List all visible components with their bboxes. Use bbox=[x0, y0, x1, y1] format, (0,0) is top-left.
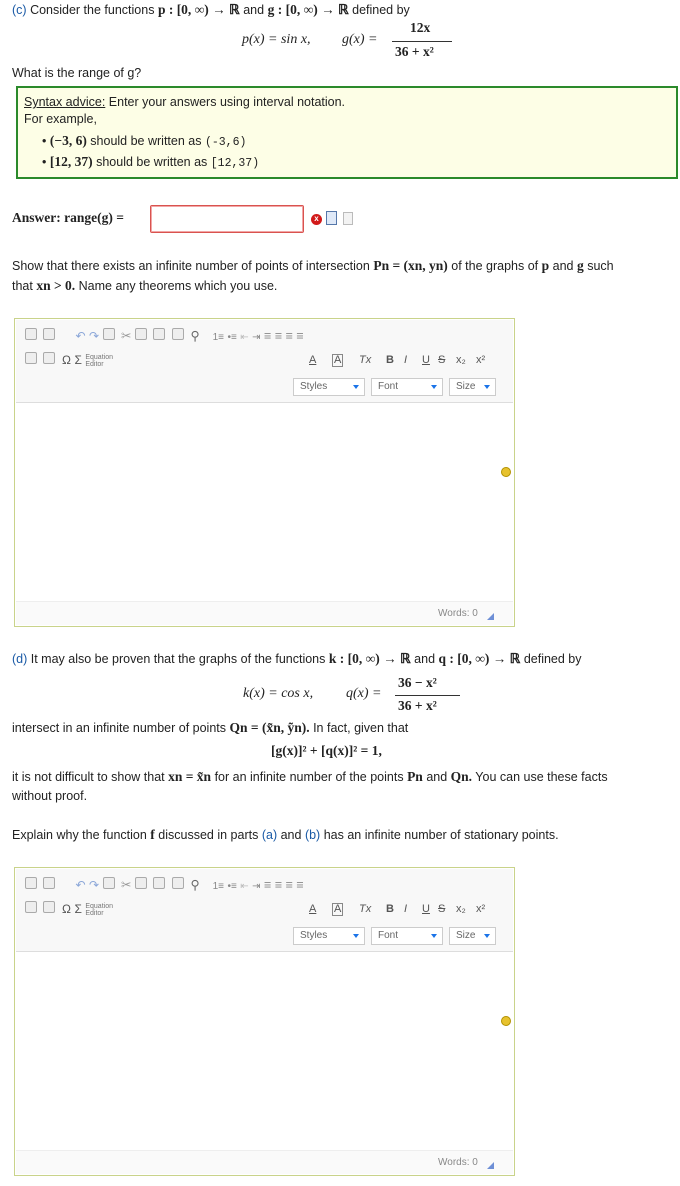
table-icon[interactable] bbox=[43, 901, 55, 913]
outdent-icon[interactable]: ⇤ bbox=[240, 881, 249, 892]
underline-button[interactable]: U bbox=[422, 903, 430, 915]
align-center-icon[interactable]: ≡ bbox=[274, 878, 283, 892]
equation-editor-label[interactable]: Equation Editor bbox=[85, 353, 113, 368]
bulleted-list-icon[interactable]: •≡ bbox=[227, 881, 237, 892]
chevron-down-icon bbox=[353, 385, 359, 389]
underline-button[interactable]: U bbox=[422, 354, 430, 366]
copy-icon[interactable] bbox=[135, 328, 147, 340]
horizontal-line-icon[interactable] bbox=[25, 352, 37, 364]
align-center-icon[interactable]: ≡ bbox=[274, 329, 283, 343]
part-d-line2: intersect in an infinite number of points Qn = (x̃n, ỹn). In fact, given that bbox=[12, 720, 409, 735]
editor-content-area[interactable] bbox=[16, 952, 513, 1150]
superscript-button[interactable]: x² bbox=[476, 354, 486, 366]
k-formula: k(x) = cos x, bbox=[243, 686, 314, 701]
rich-text-editor-1[interactable] bbox=[14, 318, 515, 627]
strike-button[interactable]: S bbox=[438, 903, 446, 915]
find-icon[interactable]: ⚲ bbox=[190, 329, 200, 343]
bold-button[interactable]: B bbox=[386, 354, 394, 366]
cut-icon[interactable]: ✂ bbox=[121, 878, 132, 892]
part-b-link[interactable]: (b) bbox=[304, 828, 321, 842]
special-char-icon[interactable]: Ω bbox=[61, 353, 71, 367]
editor-toolbar bbox=[16, 320, 513, 403]
align-left-icon[interactable]: ≡ bbox=[264, 329, 272, 343]
editor-content-area[interactable] bbox=[16, 403, 513, 601]
bg-color-button[interactable]: A bbox=[334, 903, 342, 915]
justify-icon[interactable]: ≡ bbox=[296, 329, 304, 343]
bg-color-button[interactable]: A bbox=[334, 354, 342, 366]
remove-format-button[interactable]: Tx bbox=[359, 354, 372, 366]
resize-handle[interactable] bbox=[487, 1162, 494, 1169]
redo-icon[interactable]: ↷ bbox=[89, 329, 100, 343]
g-fraction-bar bbox=[392, 41, 452, 42]
toolbar-row-1 bbox=[25, 877, 304, 892]
g-denominator: 36 + x² bbox=[395, 44, 434, 59]
p-formula: p(x) = sin x, bbox=[242, 32, 311, 47]
kq-definitions bbox=[243, 673, 483, 719]
maximize-icon[interactable] bbox=[43, 328, 55, 340]
indent-icon[interactable]: ⇥ bbox=[252, 332, 261, 343]
syntax-advice-title: Syntax advice: bbox=[24, 95, 106, 109]
rich-text-editor-2[interactable] bbox=[14, 867, 515, 1176]
superscript-button[interactable]: x² bbox=[476, 903, 486, 915]
justify-icon[interactable]: ≡ bbox=[296, 878, 304, 892]
chevron-down-icon bbox=[431, 385, 437, 389]
part-a-link[interactable]: (a) bbox=[261, 828, 278, 842]
range-question: What is the range of g? bbox=[12, 66, 142, 80]
subscript-button[interactable]: x₂ bbox=[456, 903, 466, 915]
font-dropdown[interactable]: Font bbox=[371, 927, 443, 945]
part-c-intro: (c) Consider the functions p : [0, ∞) → ℝ and g : [0, ∞) → ℝ defined by bbox=[12, 2, 410, 17]
equation-editor-label[interactable]: Equation Editor bbox=[85, 902, 113, 917]
cut-icon[interactable]: ✂ bbox=[121, 329, 132, 343]
syntax-advice-box bbox=[16, 86, 678, 179]
paste-icon[interactable] bbox=[153, 328, 165, 340]
q-denominator: 36 + x² bbox=[398, 698, 437, 713]
styles-dropdown[interactable]: Styles bbox=[293, 378, 365, 396]
resize-handle[interactable] bbox=[487, 613, 494, 620]
align-right-icon[interactable]: ≡ bbox=[285, 329, 293, 343]
syntax-advice-line: Syntax advice: Enter your answers using interval notation. bbox=[24, 95, 346, 109]
example-item: • [12, 37) should be written as [12,37) bbox=[42, 154, 260, 170]
styles-dropdown[interactable]: Styles bbox=[293, 927, 365, 945]
word-count: Words: 0 bbox=[438, 1157, 478, 1168]
align-left-icon[interactable]: ≡ bbox=[264, 878, 272, 892]
g-lhs: g(x) = bbox=[342, 32, 378, 47]
italic-button[interactable]: I bbox=[404, 354, 408, 366]
remove-format-button[interactable]: Tx bbox=[359, 903, 372, 915]
indent-icon[interactable]: ⇥ bbox=[252, 881, 261, 892]
size-dropdown[interactable]: Size bbox=[449, 927, 496, 945]
q-fraction-bar bbox=[395, 695, 460, 696]
preview-icon[interactable] bbox=[326, 211, 337, 225]
chevron-down-icon bbox=[431, 934, 437, 938]
undo-icon[interactable]: ↶ bbox=[75, 329, 86, 343]
source-icon[interactable] bbox=[25, 877, 37, 889]
chevron-down-icon bbox=[484, 385, 490, 389]
paste-text-icon[interactable] bbox=[172, 328, 184, 340]
explain-prompt: Explain why the function f discussed in parts (a) and (b) has an infinite number of stationary points. bbox=[12, 827, 559, 842]
for-example: For example, bbox=[24, 112, 97, 126]
toolbar-row-2 bbox=[25, 901, 113, 917]
range-answer-input[interactable] bbox=[150, 205, 304, 233]
equation-icon[interactable]: Σ bbox=[74, 353, 82, 367]
editor-toolbar bbox=[16, 869, 513, 952]
chevron-down-icon bbox=[484, 934, 490, 938]
table-icon[interactable] bbox=[43, 352, 55, 364]
word-count: Words: 0 bbox=[438, 608, 478, 619]
bold-button[interactable]: B bbox=[386, 903, 394, 915]
g-numerator: 12x bbox=[410, 20, 431, 35]
text-color-button[interactable]: A bbox=[309, 354, 317, 366]
source-icon[interactable] bbox=[25, 328, 37, 340]
part-c-label: (c) bbox=[12, 3, 27, 17]
part-d-line4: without proof. bbox=[12, 789, 88, 803]
answer-label: Answer: range(g) = bbox=[12, 210, 124, 225]
outdent-icon[interactable]: ⇤ bbox=[240, 332, 249, 343]
q-numerator: 36 − x² bbox=[398, 675, 437, 690]
part-d-line3: it is not difficult to show that xn = x̃n for an infinite number of the points Pn and Qn. You can use these facts bbox=[12, 769, 608, 784]
paste-text-icon[interactable] bbox=[172, 877, 184, 889]
show-prompt-line1: Show that there exists an infinite number of points of intersection Pn = (xn, yn) of the graphs of p and g such bbox=[12, 258, 614, 273]
toolbar-row-1 bbox=[25, 328, 304, 343]
q-lhs: q(x) = bbox=[346, 686, 382, 701]
pg-definitions bbox=[242, 20, 472, 64]
error-icon: x bbox=[311, 214, 322, 225]
numbered-list-icon[interactable]: 1≡ bbox=[212, 332, 224, 343]
numbered-list-icon[interactable]: 1≡ bbox=[212, 881, 224, 892]
part-d-label: (d) bbox=[12, 652, 28, 666]
part-d-intro: (d) It may also be proven that the graphs of the functions k : [0, ∞) → ℝ and q : [0, ∞) → ℝ defined by bbox=[12, 651, 582, 666]
paste-icon[interactable] bbox=[153, 877, 165, 889]
subscript-button[interactable]: x₂ bbox=[456, 354, 466, 366]
italic-button[interactable]: I bbox=[404, 903, 408, 915]
new-page-icon[interactable] bbox=[103, 877, 115, 889]
identity-equation: [g(x)]² + [q(x)]² = 1, bbox=[271, 743, 382, 758]
strike-button[interactable]: S bbox=[438, 354, 446, 366]
example-item: • (−3, 6) should be written as (-3,6) bbox=[42, 133, 247, 149]
copy-icon[interactable] bbox=[135, 877, 147, 889]
font-dropdown[interactable]: Font bbox=[371, 378, 443, 396]
size-dropdown[interactable]: Size bbox=[449, 378, 496, 396]
chevron-down-icon bbox=[353, 934, 359, 938]
status-icon bbox=[501, 1016, 511, 1026]
bulleted-list-icon[interactable]: •≡ bbox=[227, 332, 237, 343]
new-page-icon[interactable] bbox=[103, 328, 115, 340]
find-icon[interactable]: ⚲ bbox=[190, 878, 200, 892]
maximize-icon[interactable] bbox=[43, 877, 55, 889]
text-color-button[interactable]: A bbox=[309, 903, 317, 915]
special-char-icon[interactable]: Ω bbox=[61, 902, 71, 916]
status-icon bbox=[501, 467, 511, 477]
undo-icon[interactable]: ↶ bbox=[75, 878, 86, 892]
document-icon[interactable] bbox=[343, 212, 353, 225]
equation-icon[interactable]: Σ bbox=[74, 902, 82, 916]
align-right-icon[interactable]: ≡ bbox=[285, 878, 293, 892]
horizontal-line-icon[interactable] bbox=[25, 901, 37, 913]
toolbar-row-2 bbox=[25, 352, 113, 368]
show-prompt-line2: that xn > 0. Name any theorems which you use. bbox=[12, 278, 278, 293]
redo-icon[interactable]: ↷ bbox=[89, 878, 100, 892]
